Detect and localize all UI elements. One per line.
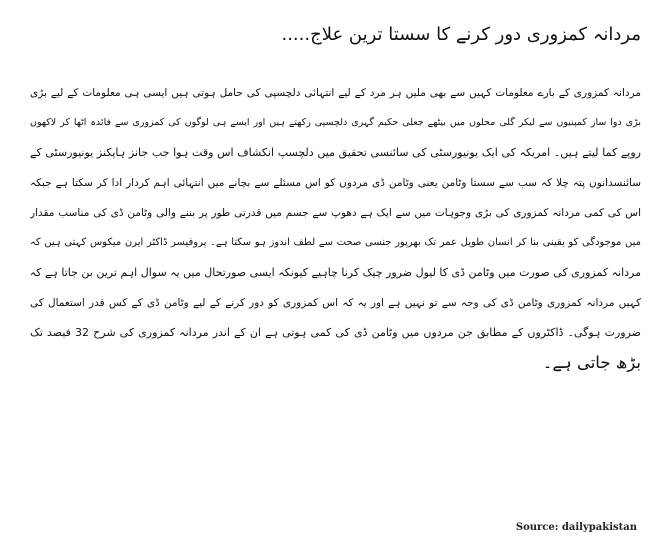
body-line: بڑی دوا ساز کمپنیوں سے لیکر گلی محلوں میں بیٹھے جعلی حکیم گہری دلچسپی رکھتے ہیں اور ایسے ہی لوگوں کی کمزوری سے فائدہ اٹھا کر لاکھوں <box>30 117 641 128</box>
source-credit: Source: dailypakistan <box>515 522 637 533</box>
body-line: مردانہ کمزوری کے بارے معلومات کہیں سے بھی ملیں ہر مرد کے لیے انتہائی دلچسپی کی حامل ہوتی ہیں ایسی ہی معلومات کے لیے بڑی <box>30 87 641 99</box>
body-line: ضرورت ہوگی۔ ڈاکٹروں کے مطابق جن مردوں میں وٹامن ڈی کی کمی ہوتی ہے ان کے اندر مردانہ کمزوری کی شرح 32 فیصد تک <box>30 326 641 339</box>
article-body <box>30 78 641 378</box>
body-line: روپے کما لیتے ہیں۔ امریکہ کی ایک یونیورسٹی کی سائنسی تحقیق میں دلچسپ انکشاف اس وقت ہوا جب جانز ہاپکنز یونیورسٹی کے <box>30 146 641 159</box>
body-line: میں موجودگی کو یقینی بنا کر انسان طویل عمر تک بھرپور جنسی صحت سے لطف اندوز ہو سکتا ہے۔ پروفیسر ڈاکٹر ایرن میکوس کہتی ہیں کہ <box>30 237 641 248</box>
body-line: کہیں مردانہ کمزوری وٹامن ڈی کی وجہ سے تو نہیں ہے اور یہ کہ اس کمزوری کو دور کرنے کے لیے وٹامن ڈی کے کس قدر استعمال کی <box>30 297 641 309</box>
body-line-last: بڑھ جاتی ہے۔ <box>542 353 641 372</box>
body-line: اس کی کمی مردانہ کمزوری کی بڑی وجوہات میں سے ایک ہے دھوپ سے جسم میں قدرتی طور پر بننے والی وٹامن ڈی کی مناسب مقدار <box>30 207 641 219</box>
article-title: مردانہ کمزوری دور کرنے کا سستا ترین علاج..... <box>281 24 641 45</box>
body-line: سائنسدانوں پتہ چلا کہ سب سے سستا وٹامن یعنی وٹامن ڈی مردوں کو اس مسئلے سے بچانے میں انتہائی اہم کردار ادا کر سکتا ہے جبکہ <box>30 177 641 189</box>
body-line: مردانہ کمزوری کی صورت میں وٹامن ڈی کا لیول ضرور چیک کرنا چاہیے کیونکہ ایسی صورتحال میں یہ سوال اہم ترین بن جاتا ہے کہ <box>30 266 641 279</box>
